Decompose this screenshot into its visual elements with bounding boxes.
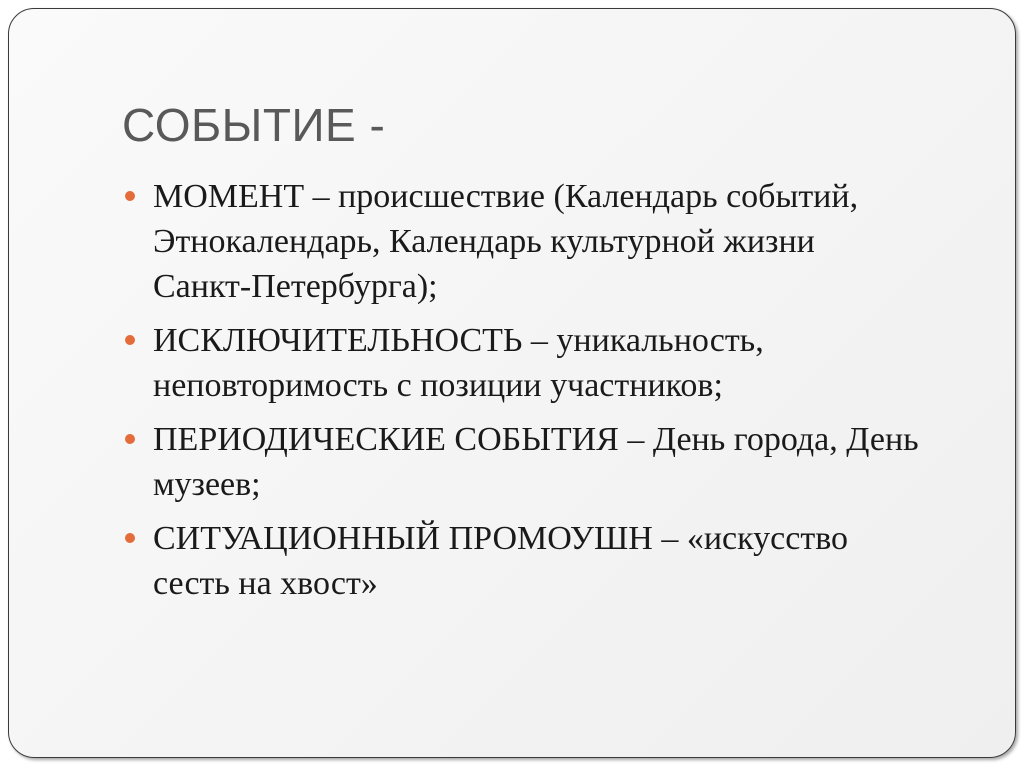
bullet-line: Санкт-Петербурга);: [153, 268, 438, 305]
bullet-line: неповторимость с позиции участников;: [153, 367, 723, 404]
bullet-line: ПЕРИОДИЧЕСКИЕ СОБЫТИЯ – День города, День: [153, 421, 919, 458]
bullet-line: Этнокалендарь, Календарь культурной жизни: [153, 223, 815, 260]
slide-frame: [8, 8, 1016, 758]
bullet-item-situational-promotion: [125, 516, 985, 606]
bullet-dot-icon: [125, 335, 135, 345]
bullet-dot-icon: [125, 191, 135, 201]
bullet-item-periodic-events: [125, 417, 985, 507]
bullet-line: музеев;: [153, 466, 261, 503]
slide-title: СОБЫТИЕ -: [122, 99, 386, 151]
bullet-line: СИТУАЦИОННЫЙ ПРОМОУШН – «искусство: [153, 520, 849, 557]
bullet-dot-icon: [125, 533, 135, 543]
bullet-line: ИСКЛЮЧИТЕЛЬНОСТЬ – уникальность,: [153, 322, 764, 359]
bullet-item-moment: [125, 174, 985, 309]
bullet-list: [125, 174, 985, 615]
bullet-item-exclusivity: [125, 318, 985, 408]
bullet-line: сесть на хвост»: [153, 565, 378, 602]
bullet-dot-icon: [125, 434, 135, 444]
bullet-line: МОМЕНТ – происшествие (Календарь событий,: [153, 178, 859, 215]
